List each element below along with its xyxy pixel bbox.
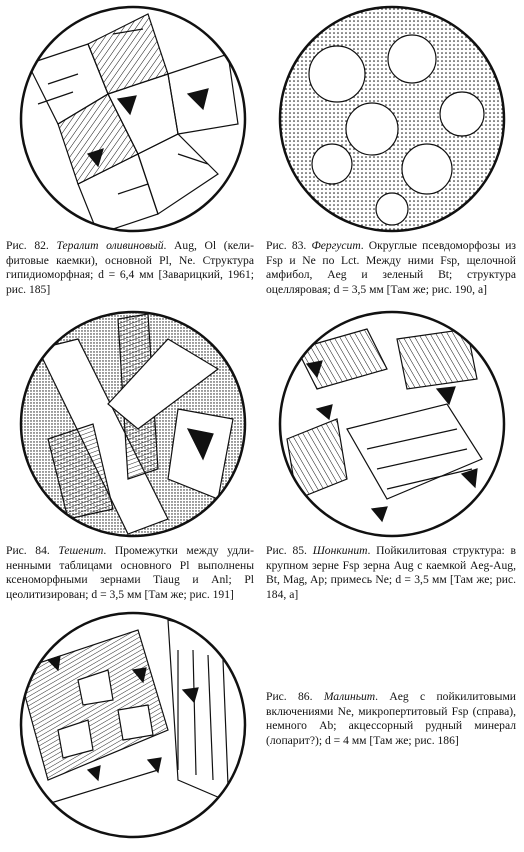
caption-82-text: . Aug, Ol (келифитовые каемки), основной Pl, Ne. Структура гипидиоморфная; d = 6,4 мм [Заварицкий, 1961; рис. 185] bbox=[6, 239, 254, 296]
caption-84-species: Тешенит bbox=[58, 544, 104, 557]
caption-82 bbox=[6, 239, 254, 297]
caption-83 bbox=[266, 239, 516, 297]
caption-85 bbox=[266, 544, 516, 602]
caption-82-label: Рис. 82. bbox=[6, 239, 49, 252]
micrograph-86 bbox=[18, 610, 248, 840]
caption-86-text: . Aeg с пойкилитовыми включениями Ne, микропертитовый Fsp (справа), немного Ab; акцессорный рудный минерал (лопарит?); d = 4 мм [Там же; рис. 186] bbox=[266, 690, 516, 747]
caption-84-text: . Промежутки между удлиненными таблицами основного Pl выполнены ксеноморфными зернами Tiaug и Anl; Pl цеолитизирован; d = 3,5 мм [Там же; рис. 191] bbox=[6, 544, 254, 601]
caption-82-species: Тералит оливиновый bbox=[56, 239, 164, 252]
caption-85-text: . Пойкилитовая структура: в крупном зерне Fsp зерна Aug с каемкой Aeg-Aug, Bt, Mag, Ap; примесь Ne; d = 3,5 мм [Там же; рис. 184, а] bbox=[266, 544, 517, 601]
caption-83-label: Рис. 83. bbox=[266, 239, 307, 252]
micrograph-82 bbox=[18, 4, 248, 234]
caption-83-species: Фергусит bbox=[311, 239, 361, 252]
micrograph-83 bbox=[277, 4, 507, 234]
caption-86 bbox=[266, 690, 516, 748]
caption-85-label: Рис. 85. bbox=[266, 544, 307, 557]
caption-84-label: Рис. 84. bbox=[6, 544, 50, 557]
caption-85-species: Шонкинит bbox=[312, 544, 368, 557]
micrograph-84 bbox=[18, 309, 248, 539]
caption-83-text: . Округлые псевдоморфозы из Fsp и Ne по Lct. Между ними Fsp, щелочной амфибол, Aeg и зеленый Bt; структура оцелляровая; d = 3,5 мм [Там же; рис. 190, а] bbox=[266, 239, 516, 296]
caption-84 bbox=[6, 544, 254, 602]
caption-86-species: Малиньит bbox=[323, 690, 376, 703]
caption-86-label: Рис. 86. bbox=[266, 690, 313, 703]
micrograph-85 bbox=[277, 309, 507, 539]
